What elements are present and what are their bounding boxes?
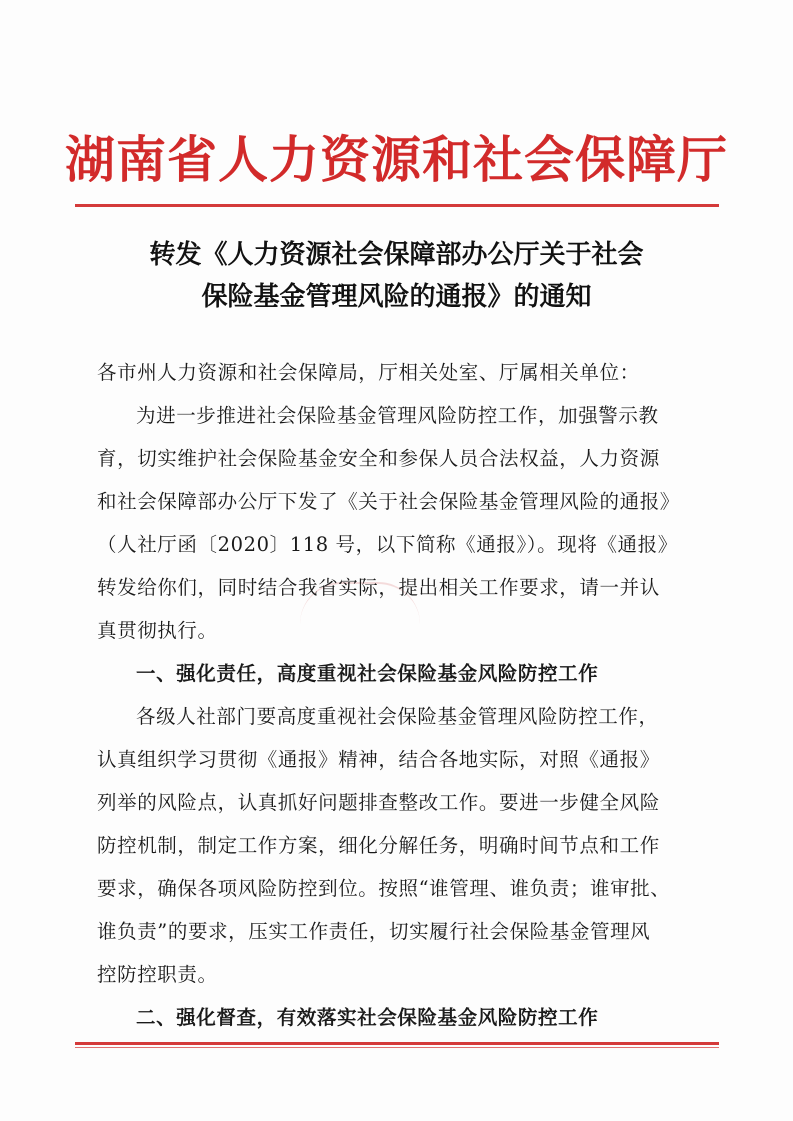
paragraph-1-line: 为进一步推进社会保险基金管理风险防控工作，加强警示教 bbox=[136, 404, 659, 427]
paragraph-2-line: 各级人社部门要高度重视社会保险基金管理风险防控工作， bbox=[136, 705, 659, 728]
paragraph-2-line: 列举的风险点，认真抓好问题排查整改工作。要进一步健全风险 bbox=[97, 791, 660, 814]
paragraph-2-line: 要求，确保各项风险防控到位。按照“谁管理、谁负责；谁审批、 bbox=[97, 877, 671, 900]
paragraph-2-line: 控防控职责。 bbox=[97, 963, 218, 986]
section-heading-1: 一、强化责任，高度重视社会保险基金风险防控工作 bbox=[136, 662, 599, 685]
paragraph-1-line: 育，切实维护社会保险基金安全和参保人员合法权益，人力资源 bbox=[97, 447, 660, 470]
paragraph-2-line: 防控机制，制定工作方案，细化分解任务，明确时间节点和工作 bbox=[97, 834, 660, 857]
paragraph-2-line: 谁负责”的要求，压实工作责任，切实履行社会保险基金管理风 bbox=[97, 920, 651, 943]
paragraph-1-line: （人社厅函〔2020〕118 号，以下简称《通报》）。现将《通报》 bbox=[97, 533, 678, 556]
document-title-line-2: 保险基金管理风险的通报》的通知 bbox=[201, 282, 592, 312]
paragraph-2-line: 认真组织学习贯彻《通报》精神，结合各地实际，对照《通报》 bbox=[97, 748, 660, 771]
document-title-line-1: 转发《人力资源社会保障部办公厅关于社会 bbox=[149, 240, 644, 270]
footer-red-rule-thin bbox=[75, 1047, 719, 1048]
paragraph-1-line: 和社会保障部办公厅下发了《关于社会保险基金管理风险的通报》 bbox=[97, 490, 680, 513]
document-title bbox=[0, 234, 793, 318]
issuer-header-title: 湖南省人力资源和社会保障厅 bbox=[65, 130, 728, 189]
salutation: 各市州人力资源和社会保障局，厅相关处室、厅属相关单位： bbox=[97, 361, 640, 384]
section-heading-2: 二、强化督查，有效落实社会保险基金风险防控工作 bbox=[136, 1006, 599, 1029]
paragraph-1-line: 真贯彻执行。 bbox=[97, 619, 218, 642]
header-red-rule bbox=[75, 204, 719, 207]
footer-red-rule bbox=[75, 1042, 719, 1045]
paragraph-1-line: 转发给你们，同时结合我省实际，提出相关工作要求，请一并认 bbox=[97, 576, 660, 599]
